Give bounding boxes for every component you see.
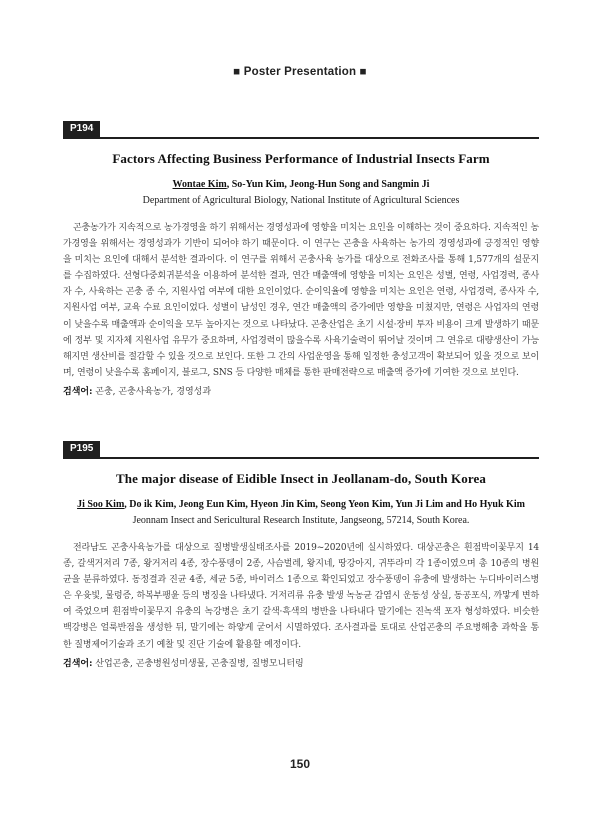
page-number: 150 bbox=[289, 757, 311, 771]
abstract-body: 전라남도 곤충사육농가를 대상으로 질병발생실태조사를 2019~2020년에 실시하였다. 대상곤충은 흰점박이꽃무지 14종, 갈색거저리 7종, 왕거저리 4종, 장수풍뎅이 2종, 사슴벌레, 왕지네, 땅강아지, 귀뚜라미 각 1종이였으며 총 10종의 병원균을 분류하였다. 동정결과 진균 4종, 세균 5종, 바이러스 1종으로 확인되었고 장수풍뎅이 유충에 발생하는 누디바이러스병은 우윳빛, 물렁증, 하복부팽윤 등의 병징을 나타냈다. 거저리류 유충 발생 녹농균 감염시 운동성 상실, 동공포식, 까맣게 변하여 죽었으며 흰점박이꽃무지 유충의 녹강병은 초기 갈색·흑색의 병반을 나타내다 말기에는 진녹색 포자 형성하였다. 비슷한 백강병은 얼룩반점을 생성한 뒤, 말기에는 하얗게 굳어서 시멸하였다. 조사결과를 토대로 산업곤충의 주요병해충 과학을 통한 질병제어기술과 조기 예찰 및 진단 기술에 활용할 예정이다. bbox=[63, 543, 539, 650]
author-list bbox=[63, 179, 539, 190]
first-author: Ji Soo Kim bbox=[77, 499, 125, 510]
keywords-text: 곤충, 곤충사육농가, 경영성과 bbox=[92, 386, 212, 397]
abstract-p195 bbox=[63, 436, 539, 672]
section-header: ■ Poster Presentation ■ bbox=[233, 66, 367, 78]
divider bbox=[63, 457, 539, 459]
abstract-title: The major disease of Eidible Insect in Jeollanam-do, South Korea bbox=[116, 471, 486, 486]
affiliation: Jeonnam Insect and Sericultural Research Institute, Jangseong, 57214, South Korea. bbox=[132, 515, 470, 526]
abstract-body: 곤충농가가 지속적으로 농가경영을 하기 위해서는 경영성과에 영향을 미치는 요인을 이해하는 것이 중요하다. 지속적인 농가경영을 위해서는 경영성과가 기반이 되어야 하기 때문이다. 이 연구는 곤충을 사육하는 농가의 경영성과에 긍정적인 영향을 미치는 요인에 대해서 분석한 결과이다. 이 연구를 위해서 곤충사육 농가를 대상으로 전화조사를 통해 1,577개의 설문지를 수집하였다. 선형다중회귀분석을 이용하여 분석한 결과, 연간 매출액에 영향을 미치는 요인은 성별, 연령, 사업경력, 종사자 수, 사육하는 곤충 종 수, 지원사업 여부에 대한 요인이었다. 순이익율에 영향을 미치는 요인은 연령, 사업경력, 종사자 수, 지원사업 여부, 교육 수료 요인이었다. 성별이 남성인 경우, 연간 매출액의 증가에만 영향을 미쳤지만, 연령은 사업자의 연령이 낮을수록 매출액과 순이익을 모두 높아지는 것으로 나타났다. 곤충산업은 초기 시설·장비 투자 비용이 크게 발생하기 때문에 정부 및 지자체 지원사업 유무가 중요하며, 사업경력이 많을수록 사육기술력이 뛰어날 것이며 그 연유로 대량생산이 가능해지면 생산비를 절감할 수 있을 것으로 보인다. 또한 그 간의 사업운영을 통해 일정한 충성고객이 확보되어 있을 것으로 보이며, 연령이 낮을수록 홈페이지, 블로그, SNS 등 다양한 매체를 통한 판매전략으로 매출액 증가에 기여한 것으로 보인다. bbox=[63, 223, 539, 378]
keywords bbox=[63, 656, 539, 672]
divider bbox=[63, 137, 539, 139]
abstract-p194 bbox=[63, 116, 539, 400]
first-author: Wontae Kim bbox=[172, 179, 227, 190]
abstract-tag: P194 bbox=[63, 121, 100, 137]
keywords-label: 검색어: bbox=[63, 658, 93, 669]
abstract-title: Factors Affecting Business Performance of Industrial Insects Farm bbox=[112, 151, 490, 166]
keywords-text: 산업곤충, 곤충병원성미생물, 곤충질병, 질병모니터링 bbox=[92, 658, 304, 669]
keywords-label: 검색어: bbox=[63, 386, 93, 397]
affiliation: Department of Agricultural Biology, National Institute of Agricultural Sciences bbox=[142, 195, 460, 206]
abstract-tag: P195 bbox=[63, 441, 100, 457]
co-authors: , So-Yun Kim, Jeong-Hun Song and Sangmin Ji bbox=[226, 179, 430, 190]
co-authors: , Do ik Kim, Jeong Eun Kim, Hyeon Jin Kim, Seong Yeon Kim, Yun Ji Lim and Ho Hyuk Kim bbox=[124, 499, 525, 510]
author-list bbox=[63, 499, 539, 510]
keywords bbox=[63, 384, 539, 400]
